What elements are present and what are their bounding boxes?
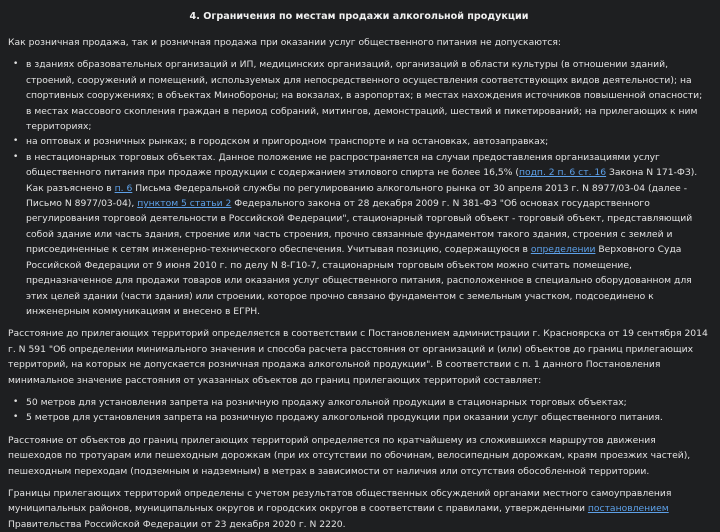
- bullet-icon: •: [13, 412, 19, 423]
- bullet-icon: •: [13, 396, 19, 407]
- list-item-text: на оптовых и розничных рынках; в городском и пригородном транспорте и на остановках, автозаправках;: [26, 136, 549, 148]
- text-fragment: в нестационарных торговых объектах. Данное положение не распространяется на случаи предоставления организациями услуг общественного питания при продаже продукции с содержанием этилового спирта не более 16,5% (: [26, 151, 660, 179]
- list-item: [8, 410, 710, 425]
- text-fragment: Правительства Российской Федерации от 23 декабря 2020 г. N 2220.: [8, 518, 346, 530]
- list-item: [8, 150, 710, 319]
- bullet-icon: •: [13, 136, 19, 147]
- list-item: [8, 134, 710, 149]
- text-fragment: Верховного Суда Российской Федерации от 9 июня 2010 г. по делу N 8-Г10-7, стационарным торговым объектом можно считать помещение, предназначенное для продажи товаров или оказания услуг общественного питания, расположенное в специально оборудованном для этих целей здании (части здания) или строении, которое прочно связано фундаментом с земельным участком, подсоединено к инженерным коммуникациям и внесено в ЕГРН.: [26, 244, 692, 317]
- intro-paragraph: Как розничная продажа, так и розничная продажа при оказании услуг общественного питания не допускаются:: [8, 37, 561, 48]
- list-item-text: [26, 152, 697, 317]
- route-paragraph: Расстояние от объектов до границ прилегающих территорий определяется по кратчайшему из сложившихся маршрутов движения пешеходов по тротуарам или пешеходным дорожкам (при их отсутствии по обочинам, велосипедным дорожкам, краям проезжих частей), пешеходным переходам (подземным и надземным) в метрах в зависимости от наличия или отсутствия обособленной территории.: [8, 434, 691, 477]
- list-item: [8, 57, 710, 134]
- government-decree-link[interactable]: постановлением: [587, 503, 669, 515]
- bullet-icon: •: [13, 151, 19, 162]
- text-fragment: Границы прилегающих территорий определены с учетом результатов общественных обсуждений органами местного самоуправления муниципальных районов, муниципальных округов и городских округов в соответствии с правилами, утвержденными: [8, 487, 672, 515]
- list-item-text: в зданиях образовательных организаций и ИП, медицинских организаций, организаций в области культуры (в отношении зданий, строений, сооружений и помещений, используемых для непосредственного осуществления соответствующих видов деятельности); на спортивных сооружениях; в объектах Минобороны; на вокзалах, в аэропортах; в местах нахождения источников повышенной опасности; в местах массового скопления граждан в период собраний, митингов, демонстраций, шествий и пикетирований; на прилегающих к ним территориях;: [26, 59, 703, 133]
- list-item: [8, 395, 710, 410]
- text-fragment: Федерального закона от 28 декабря 2009 г. N 381-ФЗ "Об основах государственного регулирования торговой деятельности в Российской Федерации", стационарный торговый объект - торговый объект, представляющий собой здание или часть здания, строение или часть строения, прочно связанные фундаментом такого здания, строения с землей и присоединенные к сетям инженерно-технического обеспечения. Учитывая позицию, содержащуюся в: [26, 198, 693, 256]
- distance-list: [8, 395, 710, 426]
- boundaries-paragraph: [8, 486, 710, 532]
- text-fragment: Письма Федеральной службы по регулированию алкогольного рынка от 30 апреля 2013 г. N 8977/03-04 (далее - Письмо N 8977/03-04),: [26, 182, 688, 210]
- restrictions-list: [8, 57, 710, 319]
- section-heading: 4. Ограничения по местам продажи алкогольной продукции: [189, 11, 529, 22]
- text-fragment: Закона N 171-ФЗ). Как разъяснено в: [26, 167, 698, 194]
- list-item-text: 50 метров для установления запрета на розничную продажу алкогольной продукции в стационарных торговых объектах;: [26, 396, 627, 408]
- supreme-court-ruling-link[interactable]: определении: [530, 244, 596, 256]
- federal-law-point-link[interactable]: пунктом 5 статьи 2: [137, 198, 232, 210]
- distance-paragraph: Расстояние до прилегающих территорий определяется в соответствии с Постановлением администрации г. Красноярска от 19 сентября 2014 г. N 591 "Об определении минимального значения и способа расчета расстояния от организаций и (или) объектов до границ прилегающих территорий, на которых не допускается розничная продажа алкогольной продукции". В соответствии с п. 1 данного Постановления минимальное значение расстояния от указанных объектов до границ прилегающих территорий составляет:: [8, 328, 708, 386]
- bullet-icon: •: [13, 59, 19, 70]
- letter-point-link[interactable]: п. 6: [114, 182, 133, 194]
- list-item-text: 5 метров для установления запрета на розничную продажу алкогольной продукции при оказании услуг общественного питания.: [26, 412, 663, 424]
- law-article-link[interactable]: подп. 2 п. 6 ст. 16: [518, 167, 607, 179]
